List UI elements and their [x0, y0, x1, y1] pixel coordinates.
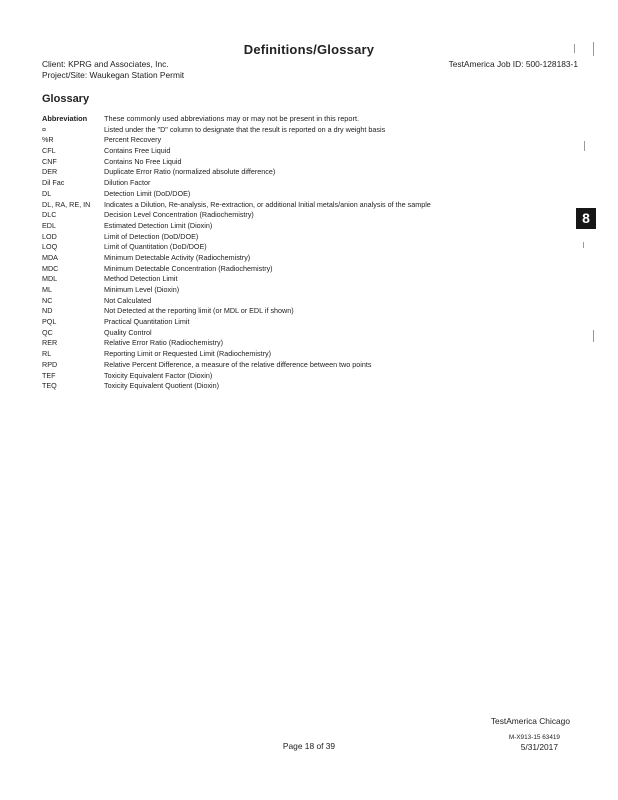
table-row [42, 328, 562, 339]
table-row [42, 135, 562, 146]
table-row [42, 274, 562, 285]
meaning-column-header: These commonly used abbreviations may or may not be present in this report. [104, 114, 360, 123]
row-abbreviation: %R [42, 135, 54, 145]
table-row [42, 210, 562, 221]
table-row [42, 146, 562, 157]
row-abbreviation: DL, RA, RE, IN [42, 199, 91, 209]
table-row [42, 157, 562, 168]
table-row [42, 381, 562, 392]
row-abbreviation: MDA [42, 252, 58, 262]
table-row [42, 317, 562, 328]
table-row [42, 338, 562, 349]
footer-page-number: Page 18 of 39 [282, 741, 336, 751]
footer-date: 5/31/2017 [520, 742, 558, 752]
row-meaning: Duplicate Error Ratio (normalized absolute difference) [104, 167, 276, 177]
row-meaning: Method Detection Limit [104, 274, 178, 284]
row-meaning: Decision Level Concentration (Radiochemistry) [104, 210, 254, 220]
row-meaning: Quality Control [104, 327, 152, 337]
table-row [42, 253, 562, 264]
row-abbreviation: ML [42, 285, 52, 294]
footer-lab-name: TestAmerica Chicago [490, 716, 570, 726]
table-row [42, 221, 562, 232]
scan-artifact [593, 330, 594, 342]
row-abbreviation: CFL [42, 146, 56, 156]
row-meaning: Relative Error Ratio (Radiochemistry) [104, 338, 224, 348]
row-meaning: Detection Limit (DoD/DOE) [104, 188, 191, 198]
row-meaning: Not Calculated [104, 295, 152, 305]
row-abbreviation: RL [42, 349, 52, 359]
row-meaning: Contains No Free Liquid [104, 156, 182, 166]
row-abbreviation: DLC [42, 210, 57, 220]
table-row [42, 264, 562, 275]
row-meaning: Dilution Factor [104, 178, 151, 188]
row-meaning: Estimated Detection Limit (Dioxin) [104, 220, 213, 230]
table-row [42, 200, 562, 211]
row-abbreviation: TEF [42, 370, 56, 380]
glossary-heading: Glossary [42, 93, 90, 105]
row-abbreviation: MDL [42, 274, 58, 284]
abbreviation-column-header: Abbreviation [42, 114, 88, 123]
row-meaning: Minimum Level (Dioxin) [104, 285, 180, 294]
row-meaning: Minimum Detectable Activity (Radiochemistry) [104, 252, 251, 262]
row-meaning: Toxicity Equivalent Factor (Dioxin) [104, 370, 213, 380]
scan-artifact [584, 141, 585, 151]
row-abbreviation: NC [42, 295, 53, 305]
scan-artifact [583, 242, 584, 248]
row-abbreviation: RPD [42, 359, 58, 369]
table-row [42, 306, 562, 317]
glossary-table-header [42, 114, 562, 125]
scan-artifact [593, 42, 594, 56]
row-abbreviation: LOQ [42, 242, 58, 252]
scan-artifact [574, 44, 575, 53]
table-row [42, 360, 562, 371]
section-tab-badge: 8 [576, 208, 596, 229]
row-meaning: Limit of Detection (DoD/DOE) [104, 231, 199, 241]
table-row [42, 285, 562, 296]
row-abbreviation: MDC [42, 263, 59, 273]
row-meaning: Practical Quantitation Limit [104, 317, 190, 327]
glossary-table [42, 114, 562, 392]
row-meaning: Relative Percent Difference, a measure of the relative difference between two points [104, 359, 372, 369]
project-site-line: Project/Site: Waukegan Station Permit [42, 70, 185, 80]
job-id: TestAmerica Job ID: 500-128183-1 [448, 59, 578, 69]
row-abbreviation: Dil Fac [42, 178, 65, 188]
row-meaning: Percent Recovery [104, 135, 162, 145]
table-row [42, 296, 562, 307]
row-abbreviation: RER [42, 338, 58, 348]
row-abbreviation: ¤ [42, 124, 46, 134]
row-meaning: Minimum Detectable Concentration (Radiochemistry) [104, 263, 273, 273]
table-row [42, 349, 562, 360]
row-meaning: Contains Free Liquid [104, 146, 171, 156]
table-row [42, 167, 562, 178]
table-row [42, 232, 562, 243]
table-row [42, 125, 562, 136]
row-abbreviation: PQL [42, 317, 57, 327]
row-abbreviation: TEQ [42, 381, 57, 391]
table-row [42, 189, 562, 200]
row-meaning: Listed under the "D" column to designate that the result is reported on a dry weight basis [104, 124, 386, 134]
table-row [42, 371, 562, 382]
table-row [42, 242, 562, 253]
client-line: Client: KPRG and Associates, Inc. [42, 59, 169, 69]
footer-doc-code: M-X913-15 63419 [508, 734, 560, 741]
page-title: Definitions/Glossary [243, 42, 375, 57]
row-abbreviation: CNF [42, 156, 57, 166]
row-meaning: Limit of Quantitation (DoD/DOE) [104, 242, 207, 252]
row-abbreviation: DER [42, 167, 58, 177]
row-meaning: Not Detected at the reporting limit (or MDL or EDL if shown) [104, 306, 294, 316]
row-abbreviation: DL [42, 188, 52, 198]
row-meaning: Indicates a Dilution, Re-analysis, Re-extraction, or additional Initial metals/anion analysis of the sample [104, 199, 431, 209]
row-meaning: Reporting Limit or Requested Limit (Radiochemistry) [104, 349, 271, 359]
row-abbreviation: ND [42, 306, 53, 316]
table-row [42, 178, 562, 189]
row-meaning: Toxicity Equivalent Quotient (Dioxin) [104, 381, 220, 391]
row-abbreviation: LOD [42, 231, 57, 241]
row-abbreviation: QC [42, 327, 53, 337]
row-abbreviation: EDL [42, 220, 56, 230]
